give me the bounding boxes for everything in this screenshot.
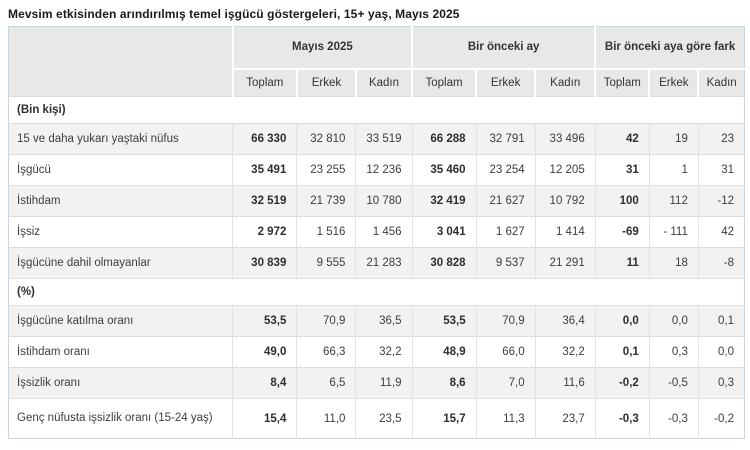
cell-value: 11,0 — [297, 399, 356, 439]
cell-value: 21 627 — [476, 186, 535, 217]
table-row — [9, 186, 745, 217]
table-header — [9, 27, 745, 97]
table-row — [9, 399, 745, 439]
cell-value: 1 — [649, 155, 698, 186]
cell-value: 11,3 — [476, 399, 535, 439]
cell-value: -69 — [595, 217, 649, 248]
cell-value: -12 — [698, 186, 744, 217]
table-row — [9, 124, 745, 155]
row-label: İstihdam oranı — [9, 337, 233, 368]
cell-value: 32 810 — [297, 124, 356, 155]
subheader-male: Erkek — [297, 69, 356, 97]
cell-value: 53,5 — [233, 306, 297, 337]
cell-value: 48,9 — [412, 337, 476, 368]
cell-value: 70,9 — [476, 306, 535, 337]
cell-value: 66 288 — [412, 124, 476, 155]
cell-value: 31 — [698, 155, 744, 186]
cell-value: 10 780 — [356, 186, 412, 217]
cell-value: 23,7 — [535, 399, 595, 439]
cell-value: 10 792 — [535, 186, 595, 217]
cell-value: 8,6 — [412, 368, 476, 399]
cell-value: 15,7 — [412, 399, 476, 439]
cell-value: 0,0 — [649, 306, 698, 337]
col-group-previous-month: Bir önceki ay — [412, 27, 595, 69]
cell-value: -0,2 — [698, 399, 744, 439]
cell-value: 100 — [595, 186, 649, 217]
cell-value: 0,0 — [698, 337, 744, 368]
section-label: (%) — [9, 279, 745, 306]
corner-cell — [9, 27, 233, 97]
subheader-female: Kadın — [698, 69, 744, 97]
cell-value: 70,9 — [297, 306, 356, 337]
cell-value: 0,0 — [595, 306, 649, 337]
cell-value: 12 205 — [535, 155, 595, 186]
cell-value: 9 537 — [476, 248, 535, 279]
row-label: 15 ve daha yukarı yaştaki nüfus — [9, 124, 233, 155]
header-group-row — [9, 27, 745, 69]
cell-value: 66 330 — [233, 124, 297, 155]
cell-value: 30 839 — [233, 248, 297, 279]
cell-value: 66,3 — [297, 337, 356, 368]
cell-value: 32,2 — [535, 337, 595, 368]
col-group-difference: Bir önceki aya göre fark — [595, 27, 744, 69]
cell-value: 1 627 — [476, 217, 535, 248]
cell-value: 7,0 — [476, 368, 535, 399]
cell-value: -8 — [698, 248, 744, 279]
table-row — [9, 368, 745, 399]
cell-value: 30 828 — [412, 248, 476, 279]
subheader-male: Erkek — [476, 69, 535, 97]
row-label: İşsizlik oranı — [9, 368, 233, 399]
table-row — [9, 306, 745, 337]
cell-value: -0,5 — [649, 368, 698, 399]
cell-value: 35 491 — [233, 155, 297, 186]
cell-value: 31 — [595, 155, 649, 186]
col-group-may-2025: Mayıs 2025 — [233, 27, 412, 69]
table-row — [9, 337, 745, 368]
section-header-row — [9, 97, 745, 124]
subheader-total: Toplam — [595, 69, 649, 97]
cell-value: 49,0 — [233, 337, 297, 368]
subheader-total: Toplam — [233, 69, 297, 97]
cell-value: 11,9 — [356, 368, 412, 399]
cell-value: 1 456 — [356, 217, 412, 248]
cell-value: 19 — [649, 124, 698, 155]
cell-value: 32,2 — [356, 337, 412, 368]
cell-value: 33 496 — [535, 124, 595, 155]
cell-value: 53,5 — [412, 306, 476, 337]
subheader-total: Toplam — [412, 69, 476, 97]
cell-value: 23 254 — [476, 155, 535, 186]
page-title: Mevsim etkisinden arındırılmış temel işgücü göstergeleri, 15+ yaş, Mayıs 2025 — [8, 7, 460, 21]
row-label: İşsiz — [9, 217, 233, 248]
cell-value: 32 519 — [233, 186, 297, 217]
subheader-female: Kadın — [535, 69, 595, 97]
cell-value: 6,5 — [297, 368, 356, 399]
cell-value: -0,3 — [649, 399, 698, 439]
cell-value: 1 414 — [535, 217, 595, 248]
cell-value: -0,2 — [595, 368, 649, 399]
cell-value: -0,3 — [595, 399, 649, 439]
cell-value: 32 791 — [476, 124, 535, 155]
table-body — [9, 97, 745, 439]
row-label: İşgücüne katılma oranı — [9, 306, 233, 337]
labour-force-table — [8, 26, 745, 439]
row-label: İşgücü — [9, 155, 233, 186]
table-row — [9, 217, 745, 248]
cell-value: 66,0 — [476, 337, 535, 368]
cell-value: 35 460 — [412, 155, 476, 186]
cell-value: 12 236 — [356, 155, 412, 186]
section-header-row — [9, 279, 745, 306]
cell-value: 21 291 — [535, 248, 595, 279]
cell-value: 23,5 — [356, 399, 412, 439]
cell-value: - 111 — [649, 217, 698, 248]
cell-value: 21 739 — [297, 186, 356, 217]
cell-value: 21 283 — [356, 248, 412, 279]
cell-value: 33 519 — [356, 124, 412, 155]
cell-value: 112 — [649, 186, 698, 217]
cell-value: 42 — [595, 124, 649, 155]
cell-value: 0,1 — [698, 306, 744, 337]
table-row — [9, 248, 745, 279]
cell-value: 36,5 — [356, 306, 412, 337]
cell-value: 0,3 — [649, 337, 698, 368]
section-label: (Bin kişi) — [9, 97, 745, 124]
cell-value: 8,4 — [233, 368, 297, 399]
table-row — [9, 155, 745, 186]
subheader-male: Erkek — [649, 69, 698, 97]
cell-value: 11 — [595, 248, 649, 279]
cell-value: 1 516 — [297, 217, 356, 248]
cell-value: 15,4 — [233, 399, 297, 439]
cell-value: 11,6 — [535, 368, 595, 399]
row-label: İşgücüne dahil olmayanlar — [9, 248, 233, 279]
row-label: İstihdam — [9, 186, 233, 217]
cell-value: 36,4 — [535, 306, 595, 337]
cell-value: 23 — [698, 124, 744, 155]
cell-value: 0,1 — [595, 337, 649, 368]
cell-value: 2 972 — [233, 217, 297, 248]
cell-value: 32 419 — [412, 186, 476, 217]
cell-value: 3 041 — [412, 217, 476, 248]
cell-value: 0,3 — [698, 368, 744, 399]
cell-value: 23 255 — [297, 155, 356, 186]
cell-value: 9 555 — [297, 248, 356, 279]
row-label: Genç nüfusta işsizlik oranı (15-24 yaş) — [9, 399, 233, 439]
cell-value: 42 — [698, 217, 744, 248]
subheader-female: Kadın — [356, 69, 412, 97]
cell-value: 18 — [649, 248, 698, 279]
